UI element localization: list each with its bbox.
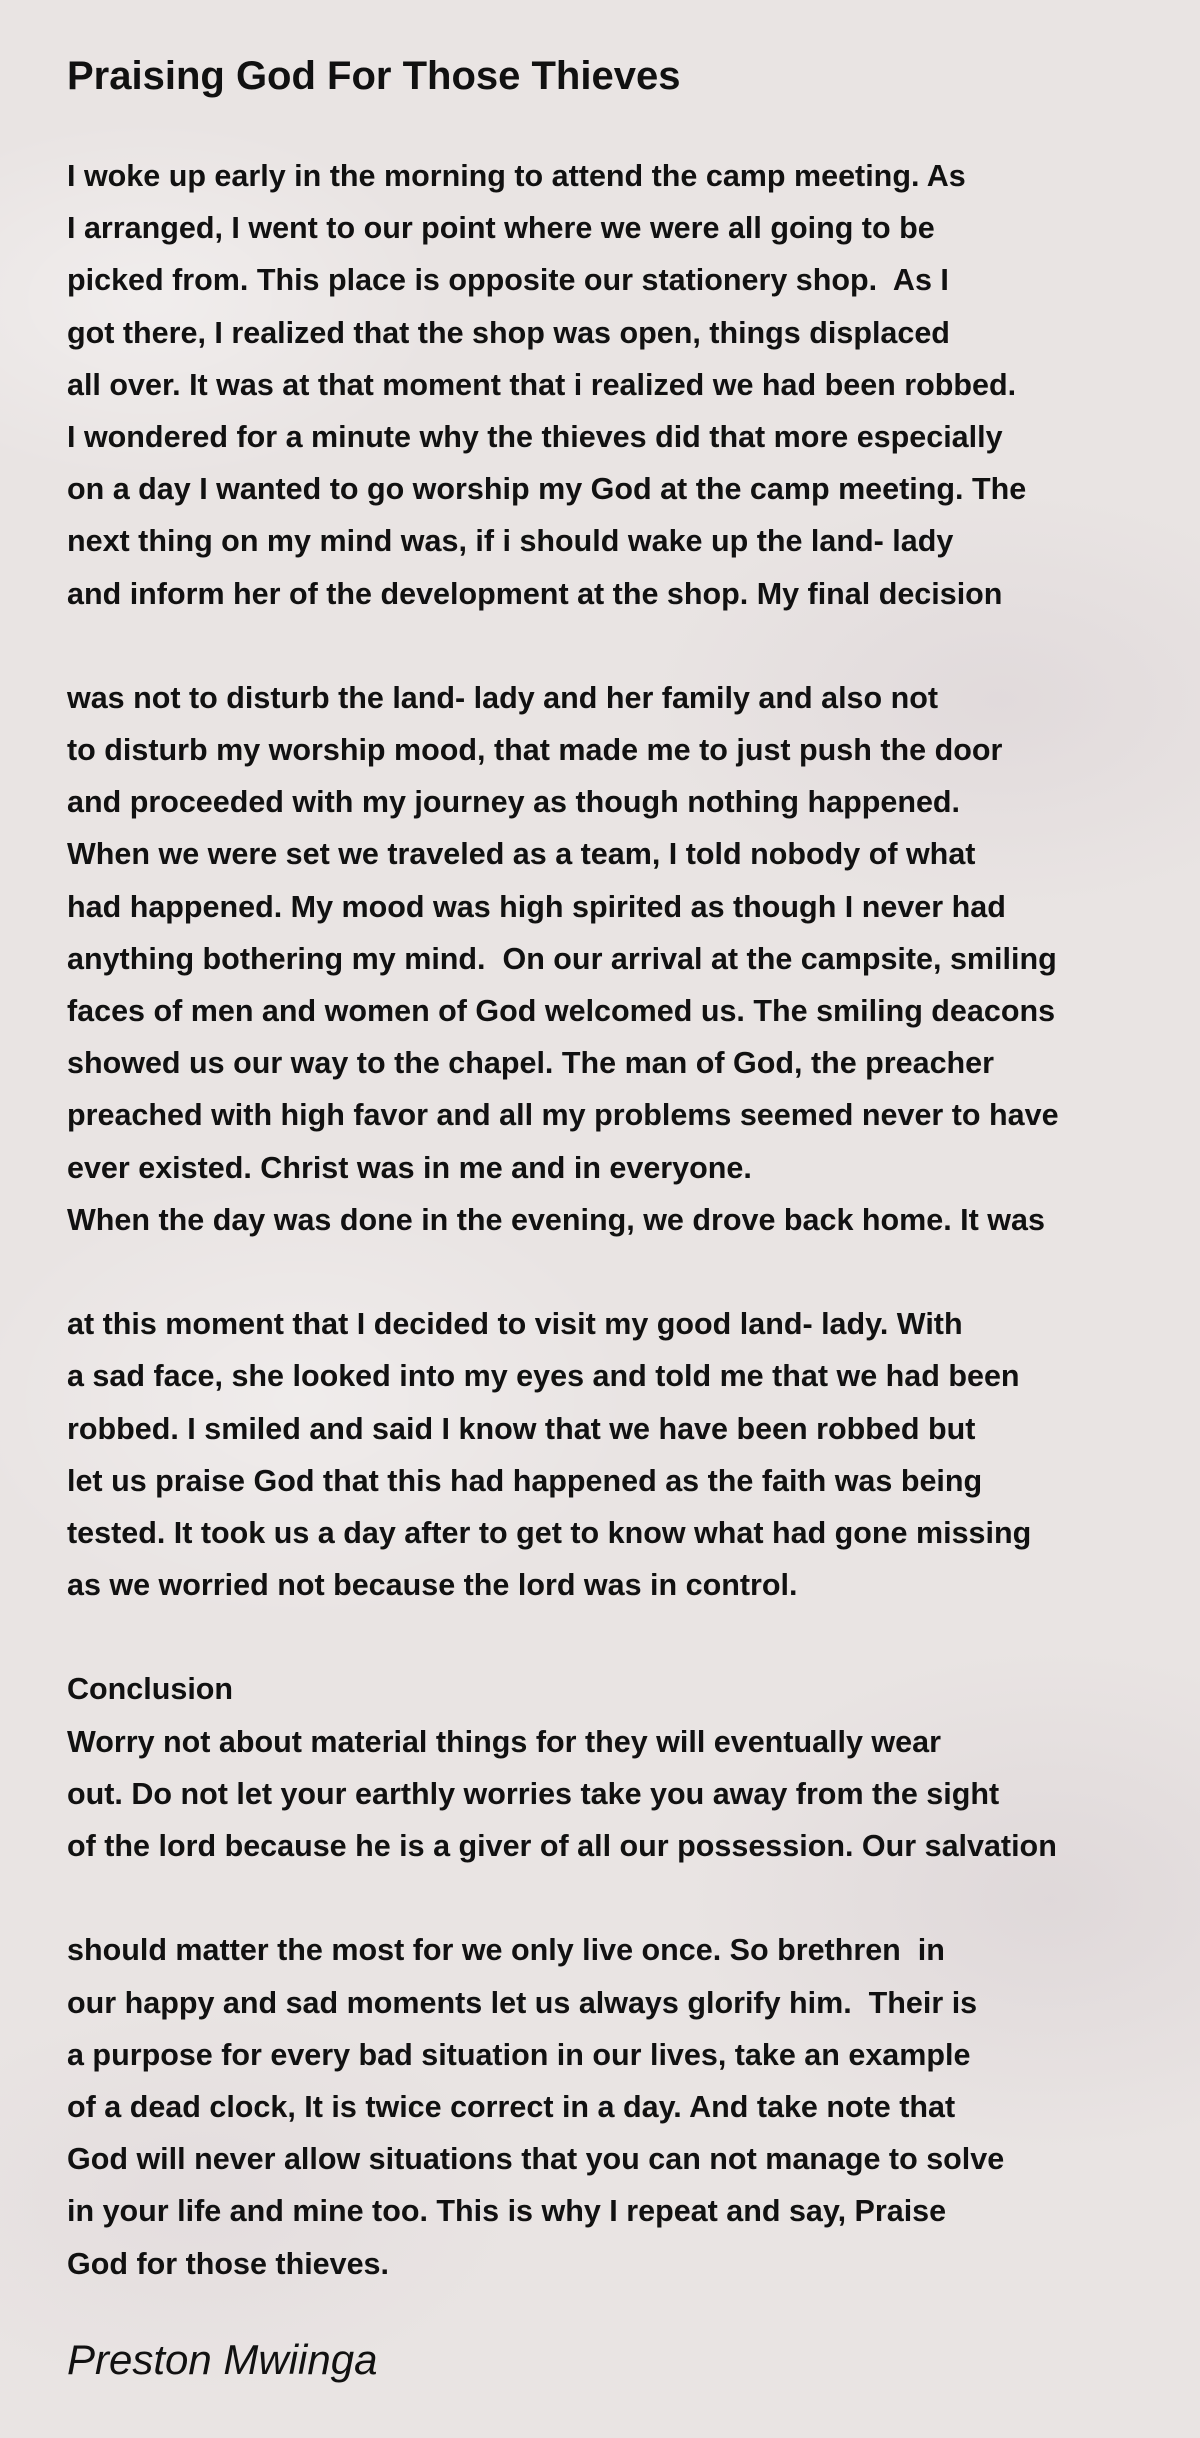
poem-line: was not to disturb the land- lady and her family and also not [67, 680, 939, 715]
poem-line: a sad face, she looked into my eyes and told me that we had been [67, 1359, 1020, 1394]
poem-line: all over. It was at that moment that i realized we had been robbed. [67, 367, 1017, 402]
stanza-break [67, 1246, 1177, 1298]
poem-line: robbed. I smiled and said I know that we have been robbed but [67, 1411, 976, 1446]
poem-line: a purpose for every bad situation in our lives, take an example [67, 2037, 971, 2072]
poem-line: next thing on my mind was, if i should wake up the land- lady [67, 524, 954, 559]
poem-title: Praising God For Those Thieves [67, 54, 681, 98]
poem-line: as we worried not because the lord was in control. [67, 1568, 798, 1603]
poem-line: let us praise God that this had happened as the faith was being [67, 1463, 983, 1498]
poem-line: faces of men and women of God welcomed us. The smiling deacons [67, 994, 1056, 1028]
poem-line: When the day was done in the evening, we drove back home. It was [67, 1202, 1045, 1237]
poem-line: God will never allow situations that you can not manage to solve [67, 2142, 1005, 2177]
poem-line: picked from. This place is opposite our stationery shop. As I [67, 263, 949, 298]
poem-line: and inform her of the development at the shop. My final decision [67, 576, 1003, 611]
poem-stanza [67, 1663, 1177, 1872]
poem-line: should matter the most for we only live once. So brethren in [67, 1933, 945, 1968]
poem-line: showed us our way to the chapel. The man of God, the preacher [67, 1046, 995, 1081]
poem-line: on a day I wanted to go worship my God at the camp meeting. The [67, 472, 1027, 507]
poem-line: God for those thieves. [67, 2246, 389, 2281]
poem-line: at this moment that I decided to visit my good land- lady. With [67, 1307, 963, 1342]
poem-line: got there, I realized that the shop was open, things displaced [67, 315, 950, 350]
poem-line: Worry not about material things for they will eventually wear [67, 1724, 941, 1759]
poem-line: I woke up early in the morning to attend the camp meeting. As [67, 159, 966, 193]
poem-line: of the lord because he is a giver of all our possession. Our salvation [67, 1829, 1057, 1863]
poem-line: in your life and mine too. This is why I repeat and say, Praise [67, 2194, 947, 2229]
poem-line: preached with high favor and all my problems seemed never to have [67, 1098, 1059, 1133]
poem-line: ever existed. Christ was in me and in everyone. [67, 1150, 752, 1185]
stanza-break [67, 1872, 1177, 1924]
poem-line: tested. It took us a day after to get to know what had gone missing [67, 1515, 1032, 1550]
poem-stanza [67, 672, 1177, 1246]
poem-line: and proceeded with my journey as though nothing happened. [67, 785, 961, 820]
stanza-break [67, 1611, 1177, 1663]
poem-stanza [67, 1298, 1177, 1611]
poem-author: Preston Mwiinga [67, 2336, 378, 2383]
poem-line: our happy and sad moments let us always glorify him. Their is [67, 1985, 978, 2020]
poem-line: anything bothering my mind. On our arrival at the campsite, smiling [67, 941, 1057, 976]
poem-line: I wondered for a minute why the thieves did that more especially [67, 419, 1003, 454]
poem-stanza [67, 1924, 1177, 2289]
poem-body [67, 150, 1177, 2290]
poem-line: Conclusion [67, 1672, 234, 1707]
poem-line: out. Do not let your earthly worries take you away from the sight [67, 1776, 1000, 1811]
poem-line: When we were set we traveled as a team, I told nobody of what [67, 837, 976, 872]
poem-line: I arranged, I went to our point where we were all going to be [67, 211, 935, 246]
poem-line: had happened. My mood was high spirited as though I never had [67, 889, 1006, 924]
poem-stanza [67, 150, 1177, 620]
poem-line: of a dead clock, It is twice correct in a day. And take note that [67, 2089, 956, 2124]
poem-line: to disturb my worship mood, that made me to just push the door [67, 733, 1003, 768]
stanza-break [67, 620, 1177, 672]
